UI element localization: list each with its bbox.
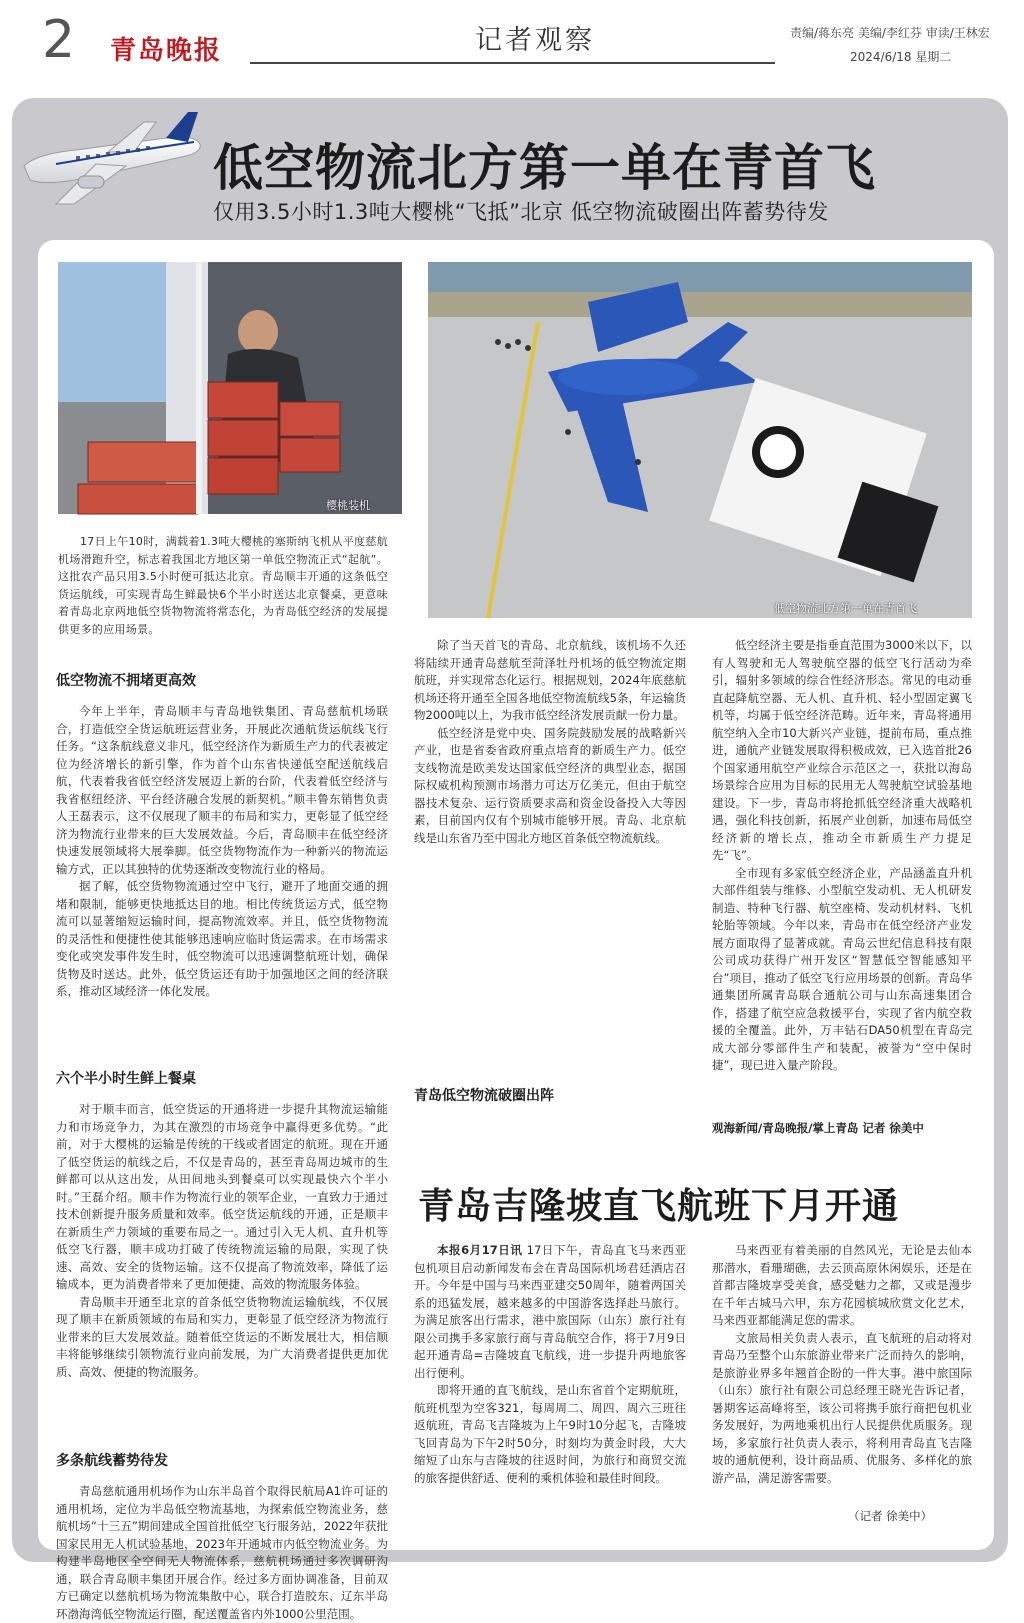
airplane-icon: [16, 104, 206, 214]
article-column: [56, 1101, 388, 1381]
second-headline: 青岛吉隆坡直飞航班下月开通: [418, 1186, 900, 1227]
photo1-caption: 樱桃装机: [326, 499, 370, 512]
paragraph: 青岛慈航通用机场作为山东半岛首个取得民航局A1许可证的通用机场，定位为半岛低空物流基地，为探索低空物流业务，慈航机场“十三五”期间建成全国首批低空飞行服务站，2022年获批国家民用无人机试验基地，2023年开通城市内低空物流业务。为构建半岛地区全空间无人物流体系，慈航机场通过多次调研沟通，联合青岛顺丰集团开展合作。经过多方面协调准备，目前双方已确定以慈航机场为物流集散中心，联合打造胶东、辽东半岛环渤海湾低空物流运行圈，配送覆盖省内外1000公里范围。: [56, 1484, 388, 1621]
editor-credits: 责编/蒋东亮 美编/李红芬 审读/王林宏: [790, 26, 990, 40]
dateline: 本报6月17日讯: [437, 1243, 523, 1257]
photo2-caption: 低空物流北方第一单在青首飞: [774, 602, 917, 615]
masthead: [0, 0, 1024, 92]
article-column: [712, 637, 972, 1075]
section-heading: 多条航线蓄势待发: [56, 1453, 168, 1469]
page-number: 2: [42, 10, 76, 70]
paragraph: 据了解，低空货物物流通过空中飞行，避开了地面交通的拥堵和限制，能够更快地抵达目的地。相比传统货运方式，低空物流可以显著缩短运输时间，提高物流效率。并且，低空货物物流的灵活性和便捷性使其能够迅速响应临时货运需求。在市场需求变化或突发事件发生时，低空物流可以迅速调整航班计划，确保货物及时送达。此外，低空货运还有助于加强地区之间的经济联系，推动区域经济一体化发展。: [56, 879, 388, 998]
article-column: [414, 637, 686, 847]
paragraph: 青岛顺丰开通至北京的首条低空货物物流运输航线，不仅展现了顺丰在新质领域的布局和实力，更彰显了低空经济为物流行业带来的巨大发展效益。随着低空货运的不断发展壮大，相信顺丰将能够继续引领物流行业向前发展，为广大消费者提供更加优质、高效、便捷的物流服务。: [56, 1294, 388, 1379]
main-subheadline: 仅用3.5小时1.3吨大樱桃“飞抵”北京 低空物流破圈出阵蓄势待发: [213, 200, 829, 224]
paragraph: 今年上半年，青岛顺丰与青岛地铁集团、青岛慈航机场联合，打造低空全货运航班运营业务，开展此次通航货运航线飞行任务。“这条航线意义非凡，低空经济作为新质生产力的代表被定位为经济增长的新引擎，作为首个山东省快递低空配送航线启航，代表着我省低空经济发展迈上新的台阶，代表着低空经济与我省枢纽经济、平台经济融合发展的新契机。”顺丰鲁东销售负责人王磊表示，这不仅展现了顺丰的布局和实力，更彰显了低空经济为物流行业带来的巨大发展效益。今后，青岛顺丰在低空经济快速发展领域将大展拳脚。低空货物物流作为一种新兴的物流运输方式，正以其独特的优势逐渐改变物流行业的格局。: [56, 704, 388, 876]
article-column: [56, 1483, 388, 1621]
masthead-rule: [250, 62, 775, 64]
article-column: [56, 703, 388, 1001]
lead-text: 17日上午10时，满载着1.3吨大樱桃的塞斯纳飞机从平度慈航机场滑跑升空，标志着我国北方地区第一单低空物流正式“起航”。这批农产品只用3.5小时便可抵达北京。青岛顺丰开通的这条低空货运航线，可实现青岛生鲜最快6个半小时送达北京餐桌，更意味着青岛北京两地低空货物物流将常态化，为青岛低空经济的发展提供更多的应用场景。: [58, 535, 388, 636]
paragraph: 即将开通的直飞航线，是山东省首个定期航班，航班机型为空客321，每周周二、周四、周六三班往返航班，青岛飞吉隆坡为上午9时10分起飞，吉隆坡飞回青岛为下午2时50分，时刻均为黄金时段，大大缩短了山东与吉隆坡的往返时间，为旅行和商贸交流的旅客提供舒适、便利的乘机体验和最佳时间段。: [414, 1383, 686, 1485]
paragraph: 马来西亚有着美丽的自然风光，无论是去仙本那潜水，看珊瑚礁，去云顶高原休闲娱乐，还是在首都吉隆坡享受美食，感受魅力之都，又或是漫步在千年古城马六甲，东方花园槟城欣赏文化艺术，马来西亚都能满足您的需求。: [712, 1243, 972, 1327]
publication-date: 2024/6/18 星期二: [850, 50, 952, 64]
newspaper-logo: 青岛晚报: [110, 36, 223, 66]
paragraph: [414, 1242, 686, 1382]
aircraft-and-truck-photo: [428, 262, 972, 618]
second-byline: （记者 徐美中）: [848, 1509, 933, 1523]
paragraph: 全市现有多家低空经济企业，产品涵盖直升机大部件组装与维修、小型航空发动机、无人机研发制造、特种飞行器、航空座椅、发动机材料、飞机轮胎等领域。今年以来，青岛市在低空经济产业发展方面取得了显著成就。青岛云世纪信息科技有限公司成功获得广州开发区“智慧低空智能感知平台”项目，推动了低空飞行应用场景的创新。青岛华通集团所属青岛联合通航公司与山东高速集团合作，搭建了航空应急救援平台，实现了省内航空救援的全覆盖。此外，万丰钻石DA50机型在青岛完成大部分零部件生产和装配，被誉为“空中保时捷”，现已进入量产阶段。: [712, 865, 972, 1072]
main-headline: 低空物流北方第一单在青首飞: [213, 139, 876, 197]
paragraph: 除了当天首飞的青岛、北京航线，该机场不久还将陆续开通青岛慈航至菏泽牡丹机场的低空物流定期航班，并实现常态化运行。根据规划，2024年底慈航机场还将开通至全国各地低空物流航线5条，年运输货物2000吨以上，为我市低空经济发展贡献一份力量。: [414, 638, 686, 722]
paragraph: 低空经济主要是指垂直范围为3000米以下，以有人驾驶和无人驾驶航空器的低空飞行活动为牵引，辐射多领域的综合性经济形态。常见的电动垂直起降航空器、无人机、直升机、轻小型固定翼飞机等，均属于低空经济范畴。近年来，青岛将通用航空纳入全市10大新兴产业链，提前布局，重点推进，通航产业链发展取得积极成效，已入选首批26个国家通用航空产业综合示范区之一，获批以海岛场景综合应用为目标的民用无人驾驶航空试验基地建设。下一步，青岛市将抢抓低空经济重大战略机遇，强化科技创新，拓展产业创新，加速布局低空经济新的增长点，推动全市新质生产力提足先“飞”。: [712, 638, 972, 862]
aerial-scene-illustration: [428, 262, 972, 618]
article-column: [712, 1242, 972, 1487]
cherry-loading-photo: [58, 262, 402, 514]
lead-paragraph: [58, 533, 388, 638]
section-title: 记者观察: [475, 25, 595, 56]
article-column: [414, 1242, 686, 1487]
paragraph: 文旅局相关负责人表示，直飞航班的启动将对青岛乃至整个山东旅游业带来广泛而持久的影响，是旅游业界多年翘首企盼的一件大事。港中旅国际（山东）旅行社有限公司总经理王晓光告诉记者，暑期客运高峰将至，该公司将携手旅行商把包机业务发展好，为两地乘机出行人民提供优质服务。现场，多家旅行社负责人表示，将利用青岛直飞吉隆坡的通航便利，设计商品质、优服务、多样化的旅游产品，满足游客需要。: [712, 1330, 972, 1485]
section-heading: 六个半小时生鲜上餐桌: [56, 1071, 196, 1087]
section-heading: 青岛低空物流破圈出阵: [414, 1088, 554, 1104]
cherry-loading-illustration: [58, 262, 402, 514]
paragraph: 低空经济是党中央、国务院鼓励发展的战略新兴产业，也是省委省政府重点培育的新质生产力。低空支线物流是欧美发达国家低空经济的典型业态，据国际权威机构预测市场潜力可达万亿美元，但由于航空器技术复杂、运行资质要求高和资金设备投入大等因素，目前国内仅有个别城市能够开展。青岛、北京航线是山东省乃至中国北方地区首条低空物流航线。: [414, 725, 686, 845]
main-byline: 观海新闻/青岛晚报/掌上青岛 记者 徐美中: [712, 1121, 924, 1135]
paragraph-text: 17日下午，青岛直飞马来西亚包机项目启动新闻发布会在青岛国际机场君廷酒店召开。今年是中国与马来西亚建交50周年，随着两国关系的迅猛发展，越来越多的中国游客选择赴马旅行。为满足旅客出行需求，港中旅国际（山东）旅行社有限公司携手多家旅行商与青岛航空合作，将于7月9日起开通青岛=吉隆坡直飞航线，进一步提升两地旅客出行便利。: [414, 1243, 686, 1380]
section-heading: 低空物流不拥堵更高效: [56, 673, 196, 689]
paragraph: 对于顺丰而言，低空货运的开通将进一步提升其物流运输能力和市场竞争力，为其在激烈的市场竞争中赢得更多优势。“此前，对于大樱桃的运输是传统的干线或者固定的航班。现在开通了低空货运的航线之后，不仅是青岛的，甚至青岛周边城市的生鲜都可以从这出发，从田间地头到餐桌可以实现最快六个半小时。”王磊介绍。顺丰作为物流行业的领军企业，一直致力于通过技术创新提升服务质量和效率。低空货运航线的开通，正是顺丰在新质生产力领域的重要布局之一。通过引入无人机、直升机等低空飞行器，顺丰成功打破了传统物流运输的局限，实现了快速、高效、安全的货物运输。这不仅提高了物流效率，降低了运输成本，更为消费者带来了更加便捷、高效的物流服务体验。: [56, 1102, 388, 1291]
